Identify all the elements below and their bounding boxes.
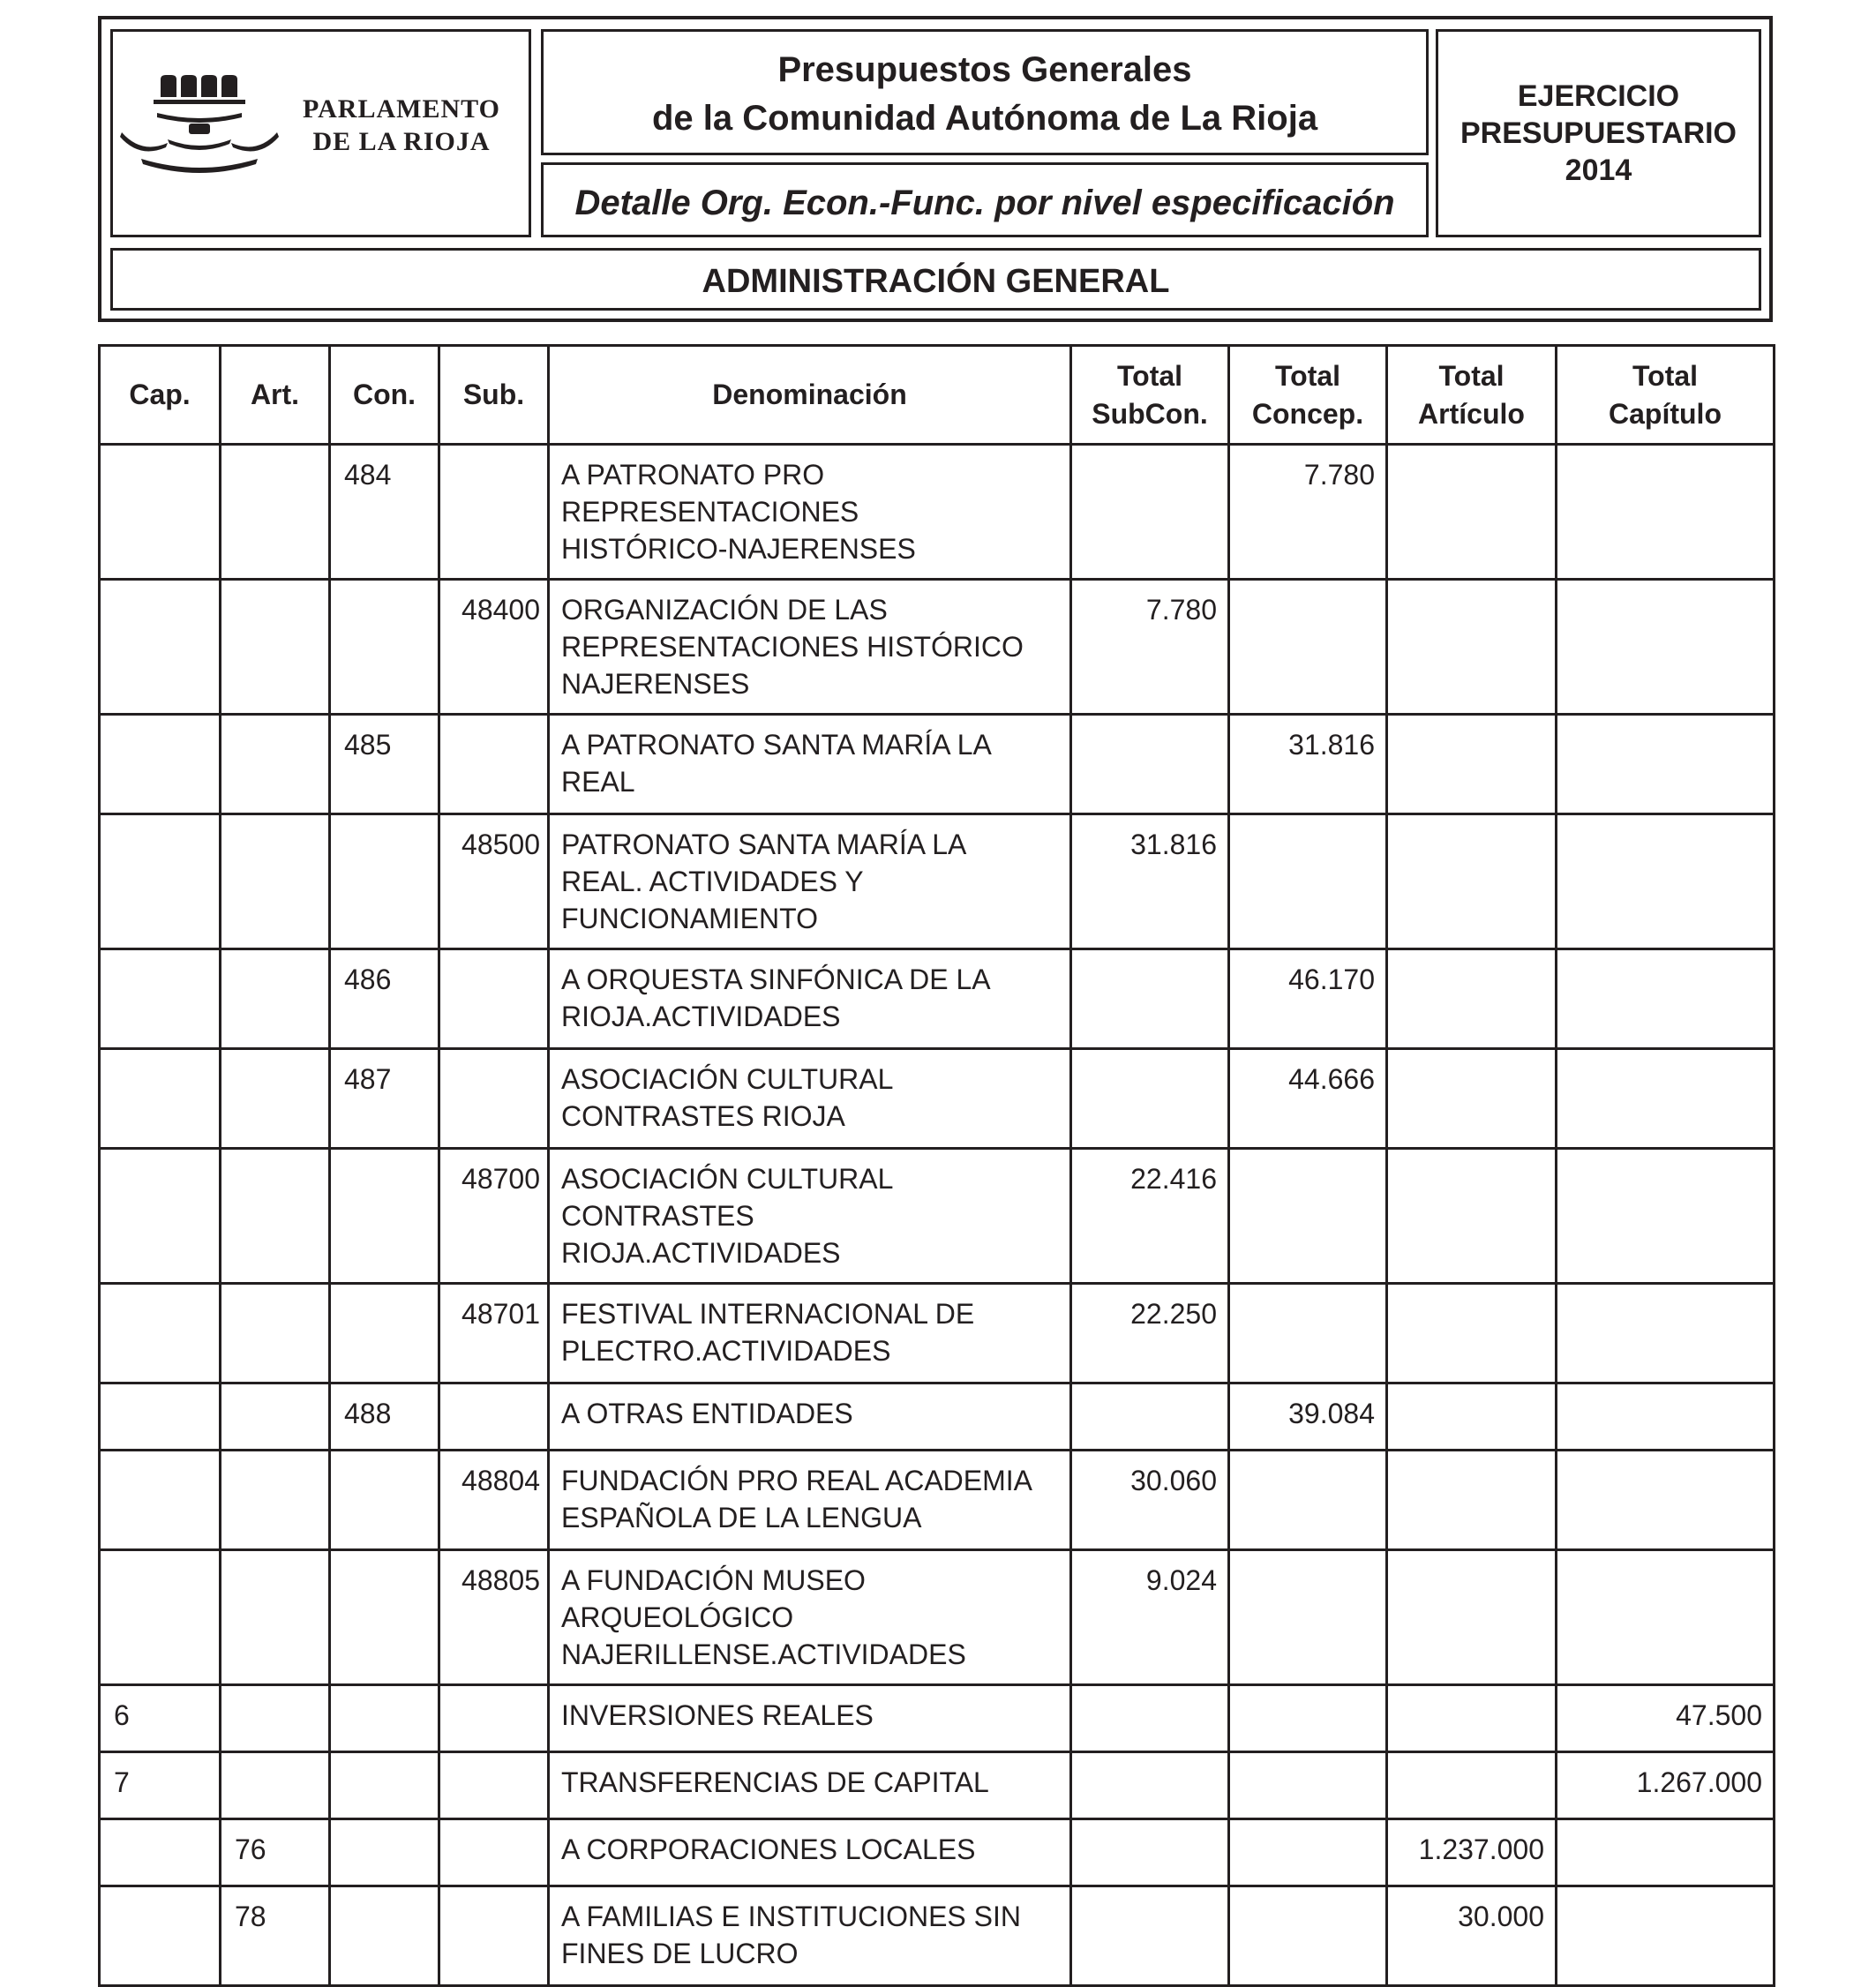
denominacion-line: PLECTRO.ACTIVIDADES [561,1335,891,1367]
denominacion-line: A PATRONATO PRO [561,459,825,491]
cell-total-capitulo [1557,1049,1775,1149]
cell-denominacion [549,814,1071,949]
document-title-line1: Presupuestos Generales [777,50,1192,89]
cell-subconcepto: 48400 [439,580,549,715]
cell-subconcepto [439,949,549,1049]
cell-concepto [330,814,439,949]
denominacion-line: RIOJA.ACTIVIDADES [561,1001,841,1032]
cell-total-capitulo [1557,814,1775,949]
cell-total-articulo [1387,1149,1557,1284]
table-row [100,1451,1775,1550]
cell-articulo [221,1284,330,1383]
cell-total-articulo [1387,1550,1557,1685]
denominacion-line: ASOCIACIÓN CULTURAL [561,1163,894,1195]
cell-total-articulo [1387,814,1557,949]
cell-capitulo [100,1383,221,1451]
cell-capitulo [100,1451,221,1550]
cell-capitulo [100,1284,221,1383]
cell-total-capitulo: 47.500 [1557,1685,1775,1752]
denominacion-line: RIOJA.ACTIVIDADES [561,1237,841,1269]
cell-total-articulo [1387,580,1557,715]
denominacion-line: PATRONATO SANTA MARÍA LA [561,829,967,860]
cell-total-concep [1229,580,1387,715]
cell-concepto [330,1451,439,1550]
cell-total-capitulo [1557,1819,1775,1886]
cell-total-concep: 46.170 [1229,949,1387,1049]
cell-total-subcon [1071,1049,1229,1149]
cell-total-capitulo [1557,1383,1775,1451]
cell-concepto: 488 [330,1383,439,1451]
cell-denominacion [549,1284,1071,1383]
cell-total-articulo [1387,1383,1557,1451]
cell-concepto [330,1149,439,1284]
table-row [100,949,1775,1049]
denominacion-line: A CORPORACIONES LOCALES [561,1833,976,1865]
cell-total-concep [1229,1149,1387,1284]
cell-concepto: 486 [330,949,439,1049]
parliament-name-line2: DE LA RIOJA [312,127,491,156]
table-row [100,1149,1775,1284]
cell-total-capitulo [1557,1284,1775,1383]
cell-denominacion [549,1819,1071,1886]
denominacion-line: REPRESENTACIONES HISTÓRICO [561,631,1024,663]
cell-total-subcon [1071,715,1229,814]
cell-denominacion [549,715,1071,814]
parliament-name [291,93,512,158]
cell-articulo [221,1149,330,1284]
table-header-row [100,346,1775,445]
cell-denominacion [549,949,1071,1049]
cell-capitulo [100,715,221,814]
denominacion-line: NAJERENSES [561,668,750,700]
denominacion-line: A FUNDACIÓN MUSEO [561,1564,866,1596]
denominacion-line: INVERSIONES REALES [561,1699,874,1731]
denominacion-line: REAL [561,766,635,798]
cell-denominacion [549,1149,1071,1284]
cell-total-capitulo [1557,1550,1775,1685]
cell-articulo [221,949,330,1049]
cell-capitulo [100,814,221,949]
cell-subconcepto [439,445,549,580]
cell-total-subcon [1071,1383,1229,1451]
cell-total-subcon [1071,1685,1229,1752]
cell-total-capitulo [1557,1886,1775,1986]
cell-denominacion [549,445,1071,580]
cell-articulo: 76 [221,1819,330,1886]
cell-total-concep [1229,1819,1387,1886]
cell-total-subcon [1071,1752,1229,1819]
cell-total-articulo [1387,1752,1557,1819]
table-row [100,814,1775,949]
cell-total-articulo [1387,1451,1557,1550]
cell-total-subcon: 30.060 [1071,1451,1229,1550]
cell-total-articulo: 1.237.000 [1387,1819,1557,1886]
cell-total-subcon [1071,1886,1229,1986]
col-header-con: Con. [330,346,439,445]
denominacion-line: A PATRONATO SANTA MARÍA LA [561,729,992,761]
col-header-denominacion: Denominación [549,346,1071,445]
cell-subconcepto: 48500 [439,814,549,949]
cell-concepto [330,1284,439,1383]
cell-articulo [221,1752,330,1819]
cell-denominacion [549,1049,1071,1149]
fiscal-year [1436,78,1761,189]
cell-total-articulo [1387,1049,1557,1149]
table-row [100,1049,1775,1149]
cell-concepto [330,580,439,715]
denominacion-line: CONTRASTES RIOJA [561,1100,845,1132]
cell-total-capitulo [1557,715,1775,814]
cell-subconcepto [439,1752,549,1819]
cell-capitulo [100,1149,221,1284]
table-row [100,1383,1775,1451]
denominacion-line: REPRESENTACIONES [561,496,859,528]
cell-total-concep [1229,1685,1387,1752]
denominacion-line: A OTRAS ENTIDADES [561,1398,853,1429]
cell-total-articulo [1387,715,1557,814]
cell-subconcepto [439,1049,549,1149]
cell-total-articulo: 30.000 [1387,1886,1557,1986]
cell-concepto [330,1550,439,1685]
cell-capitulo [100,1886,221,1986]
cell-subconcepto: 48701 [439,1284,549,1383]
cell-subconcepto [439,1819,549,1886]
cell-concepto [330,1886,439,1986]
cell-concepto: 484 [330,445,439,580]
cell-articulo [221,814,330,949]
cell-total-capitulo [1557,1149,1775,1284]
cell-articulo [221,1550,330,1685]
fiscal-year-line1: EJERCICIO [1517,79,1680,113]
denominacion-line: TRANSFERENCIAS DE CAPITAL [561,1766,989,1798]
cell-articulo [221,1383,330,1451]
cell-total-concep [1229,814,1387,949]
denominacion-line: FINES DE LUCRO [561,1938,799,1969]
cell-subconcepto [439,715,549,814]
cell-capitulo [100,1819,221,1886]
cell-total-subcon: 31.816 [1071,814,1229,949]
table-row [100,1886,1775,1986]
table-row [100,1550,1775,1685]
col-header-total-capitulo: Total Capítulo [1557,346,1775,445]
cell-concepto: 487 [330,1049,439,1149]
table-body [100,445,1775,1986]
col-header-total-articulo: Total Artículo [1387,346,1557,445]
col-header-sub: Sub. [439,346,549,445]
denominacion-line: ARQUEOLÓGICO [561,1601,794,1633]
fiscal-year-value: 2014 [1565,154,1632,187]
cell-total-subcon [1071,1819,1229,1886]
col-header-art: Art. [221,346,330,445]
table-row [100,580,1775,715]
cell-articulo [221,1685,330,1752]
cell-concepto [330,1819,439,1886]
cell-capitulo: 6 [100,1685,221,1752]
denominacion-line: REAL. ACTIVIDADES Y [561,866,864,897]
parliament-name-line1: PARLAMENTO [303,94,500,124]
cell-total-capitulo [1557,580,1775,715]
fiscal-year-line2: PRESUPUESTARIO [1460,116,1737,150]
cell-capitulo [100,1049,221,1149]
cell-denominacion [549,1886,1071,1986]
cell-concepto [330,1752,439,1819]
cell-capitulo: 7 [100,1752,221,1819]
cell-capitulo [100,1550,221,1685]
cell-total-articulo [1387,1685,1557,1752]
cell-total-subcon: 9.024 [1071,1550,1229,1685]
denominacion-line: FUNDACIÓN PRO REAL ACADEMIA [561,1465,1033,1496]
cell-total-concep [1229,1752,1387,1819]
cell-subconcepto: 48804 [439,1451,549,1550]
col-header-total-concep: Total Concep. [1229,346,1387,445]
cell-articulo [221,715,330,814]
cell-total-subcon: 7.780 [1071,580,1229,715]
col-header-cap: Cap. [100,346,221,445]
cell-total-subcon: 22.416 [1071,1149,1229,1284]
denominacion-line: A ORQUESTA SINFÓNICA DE LA [561,964,991,995]
cell-total-concep: 44.666 [1229,1049,1387,1149]
cell-capitulo [100,949,221,1049]
table-row [100,1685,1775,1752]
cell-subconcepto [439,1886,549,1986]
cell-total-concep: 7.780 [1229,445,1387,580]
cell-subconcepto [439,1685,549,1752]
cell-concepto [330,1685,439,1752]
cell-subconcepto: 48700 [439,1149,549,1284]
cell-concepto: 485 [330,715,439,814]
cell-total-capitulo [1557,1451,1775,1550]
cell-subconcepto [439,1383,549,1451]
cell-total-concep: 39.084 [1229,1383,1387,1451]
table-row [100,715,1775,814]
cell-total-capitulo: 1.267.000 [1557,1752,1775,1819]
cell-total-capitulo [1557,445,1775,580]
denominacion-line: A FAMILIAS E INSTITUCIONES SIN [561,1901,1021,1932]
cell-denominacion [549,1685,1071,1752]
denominacion-line: CONTRASTES [561,1200,754,1232]
table-row [100,445,1775,580]
budget-table [98,344,1775,1987]
cell-capitulo [100,580,221,715]
cell-capitulo [100,445,221,580]
cell-articulo [221,1451,330,1550]
cell-total-articulo [1387,949,1557,1049]
cell-denominacion [549,580,1071,715]
cell-total-articulo [1387,445,1557,580]
cell-total-concep [1229,1284,1387,1383]
cell-total-concep [1229,1886,1387,1986]
cell-denominacion [549,1752,1071,1819]
cell-articulo [221,1049,330,1149]
cell-articulo [221,445,330,580]
cell-total-subcon: 22.250 [1071,1284,1229,1383]
cell-denominacion [549,1451,1071,1550]
cell-total-concep [1229,1550,1387,1685]
denominacion-line: ESPAÑOLA DE LA LENGUA [561,1502,922,1533]
table-row [100,1752,1775,1819]
document-title [541,46,1429,143]
cell-total-subcon [1071,949,1229,1049]
cell-total-concep: 31.816 [1229,715,1387,814]
cell-total-capitulo [1557,949,1775,1049]
denominacion-line: ASOCIACIÓN CULTURAL [561,1063,894,1095]
col-header-total-subcon: Total SubCon. [1071,346,1229,445]
denominacion-line: HISTÓRICO-NAJERENSES [561,533,916,565]
table-row [100,1284,1775,1383]
cell-denominacion [549,1383,1071,1451]
cell-denominacion [549,1550,1071,1685]
cell-total-subcon [1071,445,1229,580]
parliament-logo-icon [115,71,291,181]
denominacion-line: FESTIVAL INTERNACIONAL DE [561,1298,975,1330]
cell-articulo [221,580,330,715]
section-title: ADMINISTRACIÓN GENERAL [702,263,1170,300]
document-title-line2: de la Comunidad Autónoma de La Rioja [651,99,1318,138]
cell-subconcepto: 48805 [439,1550,549,1685]
document-subtitle: Detalle Org. Econ.-Func. por nivel especificación [574,184,1395,222]
denominacion-line: NAJERILLENSE.ACTIVIDADES [561,1638,966,1670]
table-row [100,1819,1775,1886]
cell-total-concep [1229,1451,1387,1550]
denominacion-line: FUNCIONAMIENTO [561,903,818,934]
denominacion-line: ORGANIZACIÓN DE LAS [561,594,888,626]
cell-articulo: 78 [221,1886,330,1986]
cell-total-articulo [1387,1284,1557,1383]
